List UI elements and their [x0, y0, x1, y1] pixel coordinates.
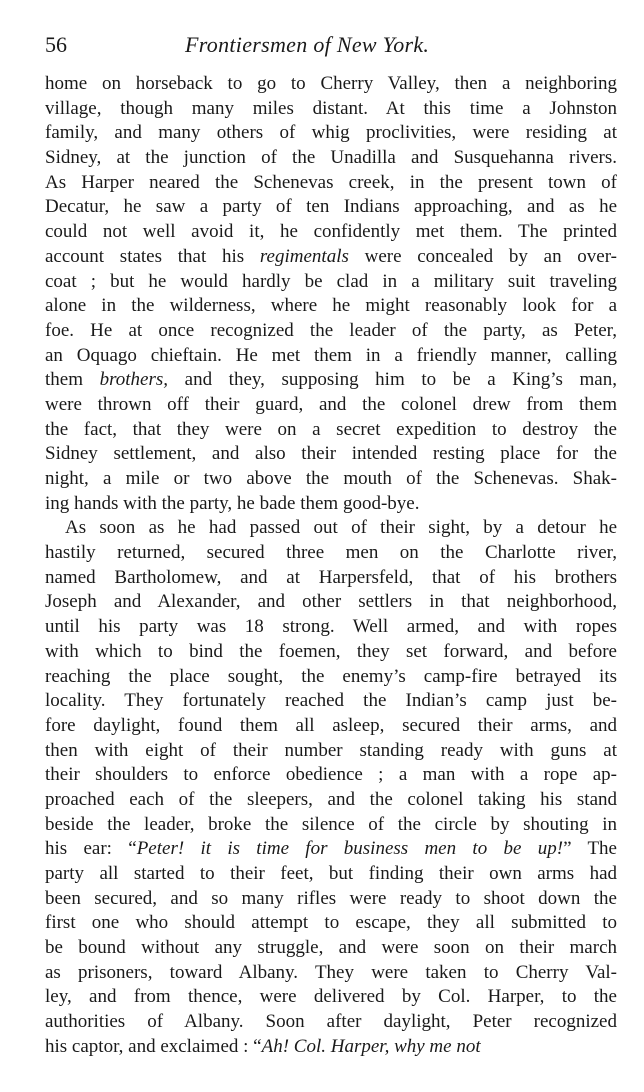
text-line: [45, 492, 617, 517]
text-line: [45, 665, 617, 690]
text-line: [45, 714, 617, 739]
text-line: [45, 689, 617, 714]
text-line: [45, 97, 617, 122]
text-line: [45, 220, 617, 245]
text-line: [45, 319, 617, 344]
text-run: coat ; but he would hardly be clad in a military suit traveling: [45, 270, 617, 292]
text-run: them: [45, 369, 100, 391]
text-line: [45, 911, 617, 936]
text-run: alone in the wilderness, where he might reasonably look for a: [45, 295, 617, 317]
text-run: ley, and from thence, were delivered by Col. Harper, to the: [45, 986, 617, 1008]
text-run: could not well avoid it, he confidently met them. The printed: [45, 221, 617, 243]
text-run: named Bartholomew, and at Harpersfeld, that of his brothers: [45, 566, 617, 588]
text-line: [45, 985, 617, 1010]
text-run: As Harper neared the Schenevas creek, in the present town of: [45, 171, 617, 193]
text-line: [45, 1035, 617, 1060]
text-run: an Oquago chieftain. He met them in a friendly manner, calling: [45, 344, 617, 366]
text-run: party all started to their feet, but finding their own arms had: [45, 863, 617, 884]
text-run: as prisoners, toward Albany. They were taken to Cherry Val-: [45, 961, 617, 983]
text-run: his ear: “: [45, 838, 137, 860]
text-line: [45, 590, 617, 615]
text-line: [45, 566, 617, 591]
text-line: [45, 418, 617, 443]
text-run: the fact, that they were on a secret expedition to destroy the: [45, 418, 617, 440]
text-run: were thrown off their guard, and the colonel drew from them: [45, 393, 617, 415]
running-title: Frontiersmen of New York.: [185, 32, 430, 57]
text-line: [45, 887, 617, 912]
text-run: Sidney settlement, and also their intended resting place for the: [45, 443, 617, 465]
text-run: Joseph and Alexander, and other settlers in that neighborhood,: [45, 591, 617, 613]
text-line: [45, 294, 617, 319]
text-run: reaching the place sought, the enemy’s camp-fire betrayed its: [45, 665, 617, 687]
text-run: ” The: [563, 838, 617, 860]
text-run: been secured, and so many rifles were ready to shoot down the: [45, 887, 617, 909]
text-line: [45, 344, 617, 369]
text-run: their shoulders to enforce obedience ; a man with a rope ap-: [45, 764, 617, 786]
text-line: [45, 739, 617, 764]
text-line: [45, 368, 617, 393]
text-run: family, and many others of whig proclivities, were residing at: [45, 122, 617, 144]
text-run: account states that his: [45, 245, 260, 267]
text-run: until his party was 18 strong. Well armed, and with ropes: [45, 616, 617, 638]
text-run: hastily returned, secured three men on the Charlotte river,: [45, 542, 617, 564]
text-run: proached each of the sleepers, and the colonel taking his stand: [45, 788, 617, 810]
text-line: [45, 936, 617, 961]
text-run: locality. They fortunately reached the Indian’s camp just be-: [45, 690, 617, 712]
page-number: 56: [45, 32, 67, 57]
page-header: [45, 30, 615, 64]
text-line: [45, 837, 617, 862]
text-line: [45, 1010, 617, 1035]
text-run: authorities of Albany. Soon after daylight, Peter recognized: [45, 1011, 617, 1033]
text-run: his captor, and exclaimed : “: [45, 1035, 262, 1057]
text-run: foe. He at once recognized the leader of the party, as Peter,: [45, 319, 617, 341]
text-run: home on horseback to go to Cherry Valley, then a neighboring: [45, 73, 617, 94]
text-line: [45, 640, 617, 665]
text-run: be bound without any struggle, and were soon on their march: [45, 937, 617, 959]
text-run: village, though many miles distant. At this time a Johnston: [45, 97, 617, 119]
text-run: first one who should attempt to escape, they all submitted to: [45, 912, 617, 934]
text-run: with which to bind the foemen, they set forward, and before: [45, 640, 617, 662]
text-line: [45, 541, 617, 566]
text-line: [45, 788, 617, 813]
text-run: night, a mile or two above the mouth of the Schenevas. Shak-: [45, 468, 617, 489]
text-line: [45, 270, 617, 295]
text-run: then with eight of their number standing ready with guns at: [45, 739, 617, 761]
text-line: [45, 615, 617, 640]
text-run: fore daylight, found them all asleep, secured their arms, and: [45, 714, 617, 736]
text-line: [45, 467, 617, 492]
italic-text: Peter! it is time for business men to be up!: [136, 838, 564, 860]
text-run: ing hands with the party, he bade them good-bye.: [45, 492, 420, 514]
text-line: [45, 516, 617, 541]
text-line: [45, 442, 617, 467]
text-line: [45, 961, 617, 986]
text-line: [45, 146, 617, 171]
text-line: [45, 763, 617, 788]
body-text: [45, 72, 617, 1060]
italic-text: brothers,: [99, 369, 169, 391]
text-line: [45, 862, 617, 887]
text-line: [45, 813, 617, 838]
text-run: beside the leader, broke the silence of the circle by shouting in: [45, 813, 617, 835]
italic-text: regimentals: [259, 245, 349, 267]
text-run: As soon as he had passed out of their sight, by a detour he: [65, 517, 617, 539]
text-run: Decatur, he saw a party of ten Indians approaching, and as he: [45, 196, 617, 218]
text-line: [45, 72, 617, 97]
text-run: were concealed by an over-: [348, 245, 617, 267]
text-run: Sidney, at the junction of the Unadilla and Susquehanna rivers.: [45, 147, 617, 169]
text-run: and they, supposing him to be a King’s man,: [168, 369, 617, 391]
text-line: [45, 195, 617, 220]
text-line: [45, 245, 617, 270]
italic-text: Ah! Col. Harper, why me not: [261, 1035, 481, 1057]
text-line: [45, 171, 617, 196]
text-line: [45, 121, 617, 146]
text-line: [45, 393, 617, 418]
